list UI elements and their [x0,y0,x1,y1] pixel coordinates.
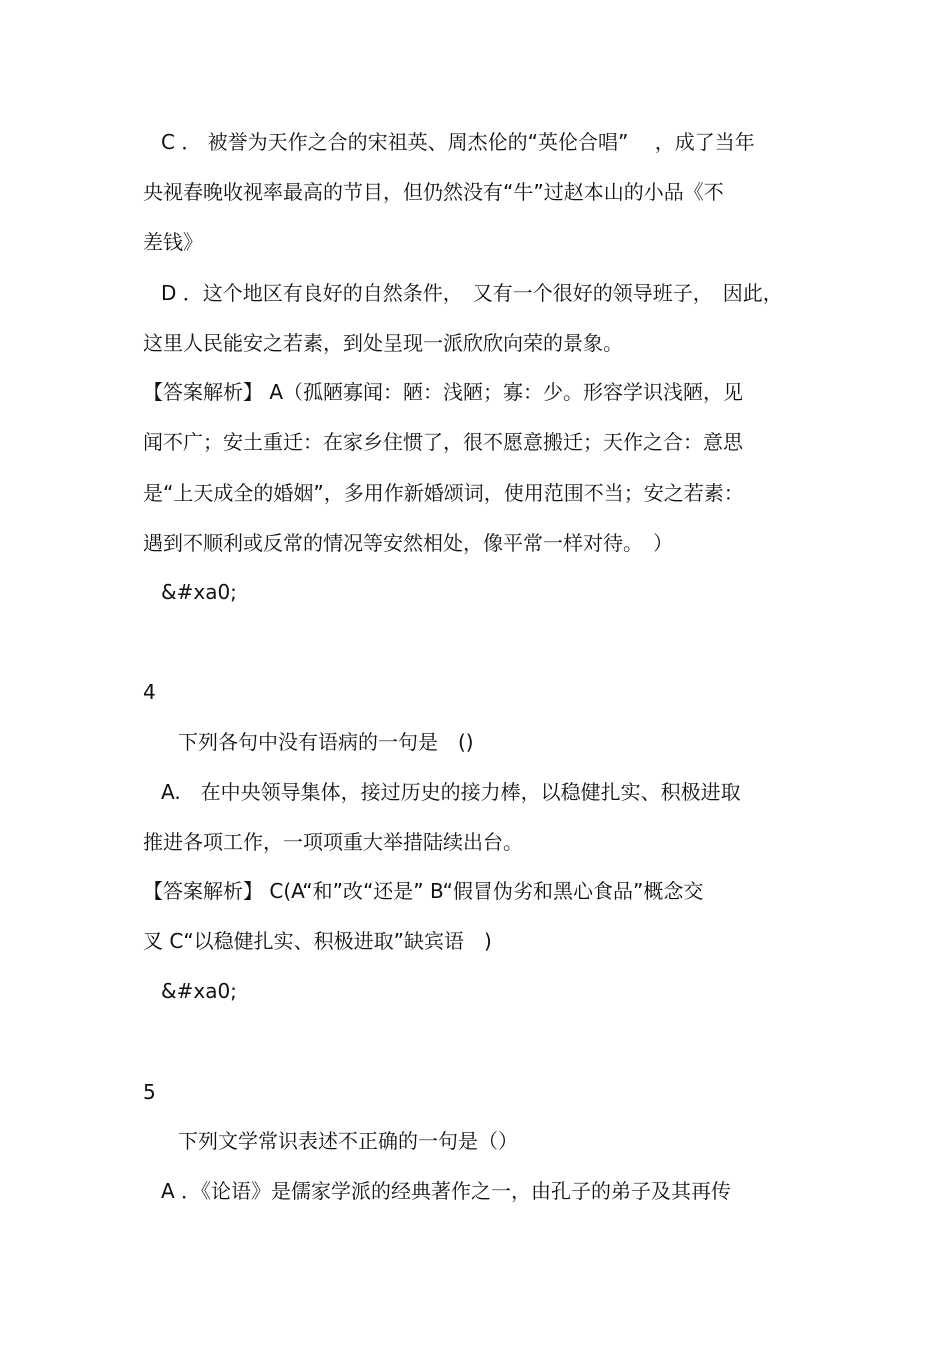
question-4-option-a-line-2: 推进各项工作，一项项重大举措陆续出台。 [143,830,523,854]
answer-analysis-4-line-1: 【答案解析】 C(A“和”改“还是” B“假冒伪劣和黑心食品”概念交 [143,879,704,903]
question-5-stem: 下列文学常识表述不正确的一句是（） [178,1129,518,1153]
question-5-option-a-line-1: A ．《论语》是儒家学派的经典著作之一，由孔子的弟子及其再传 [161,1179,732,1203]
question-4-option-a-line-1: A. 在中央领导集体，接过历史的接力棒，以稳健扎实、积极进取 [161,780,741,804]
answer-analysis-3-line-2: 闻不广；安土重迁：在家乡住惯了，很不愿意搬迁；天作之合：意思 [143,430,743,454]
question-number-5: 5 [143,1080,156,1104]
answer-analysis-3-line-4: 遇到不顺利或反常的情况等安然相处，像平常一样对待。 ） [143,531,673,555]
entity-artifact-2: &#xa0; [161,979,237,1003]
option-c-line-3: 差钱》 [143,230,203,254]
answer-analysis-4-line-2: 叉 C“以稳健扎实、积极进取”缺宾语 ) [143,929,492,953]
answer-analysis-3-line-1: 【答案解析】 A（孤陋寡闻：陋：浅陋；寡：少。形容学识浅陋，见 [143,380,744,404]
answer-analysis-3-line-3: 是“上天成全的婚姻”，多用作新婚颂词，使用范围不当；安之若素： [143,481,744,505]
option-c-line-2: 央视春晚收视率最高的节目，但仍然没有“牛”过赵本山的小品《不 [143,180,724,204]
option-d-line-2: 这里人民能安之若素，到处呈现一派欣欣向荣的景象。 [143,331,623,355]
option-c-line-1: C ． 被誉为天作之合的宋祖英、周杰伦的“英伦合唱” ，成了当年 [161,130,755,154]
option-d-line-1: D ．这个地区有良好的自然条件， 又有一个很好的领导班子， 因此， [161,281,783,305]
entity-artifact-1: &#xa0; [161,580,237,604]
question-4-stem: 下列各句中没有语病的一句是 () [178,730,474,754]
question-number-4: 4 [143,680,156,704]
